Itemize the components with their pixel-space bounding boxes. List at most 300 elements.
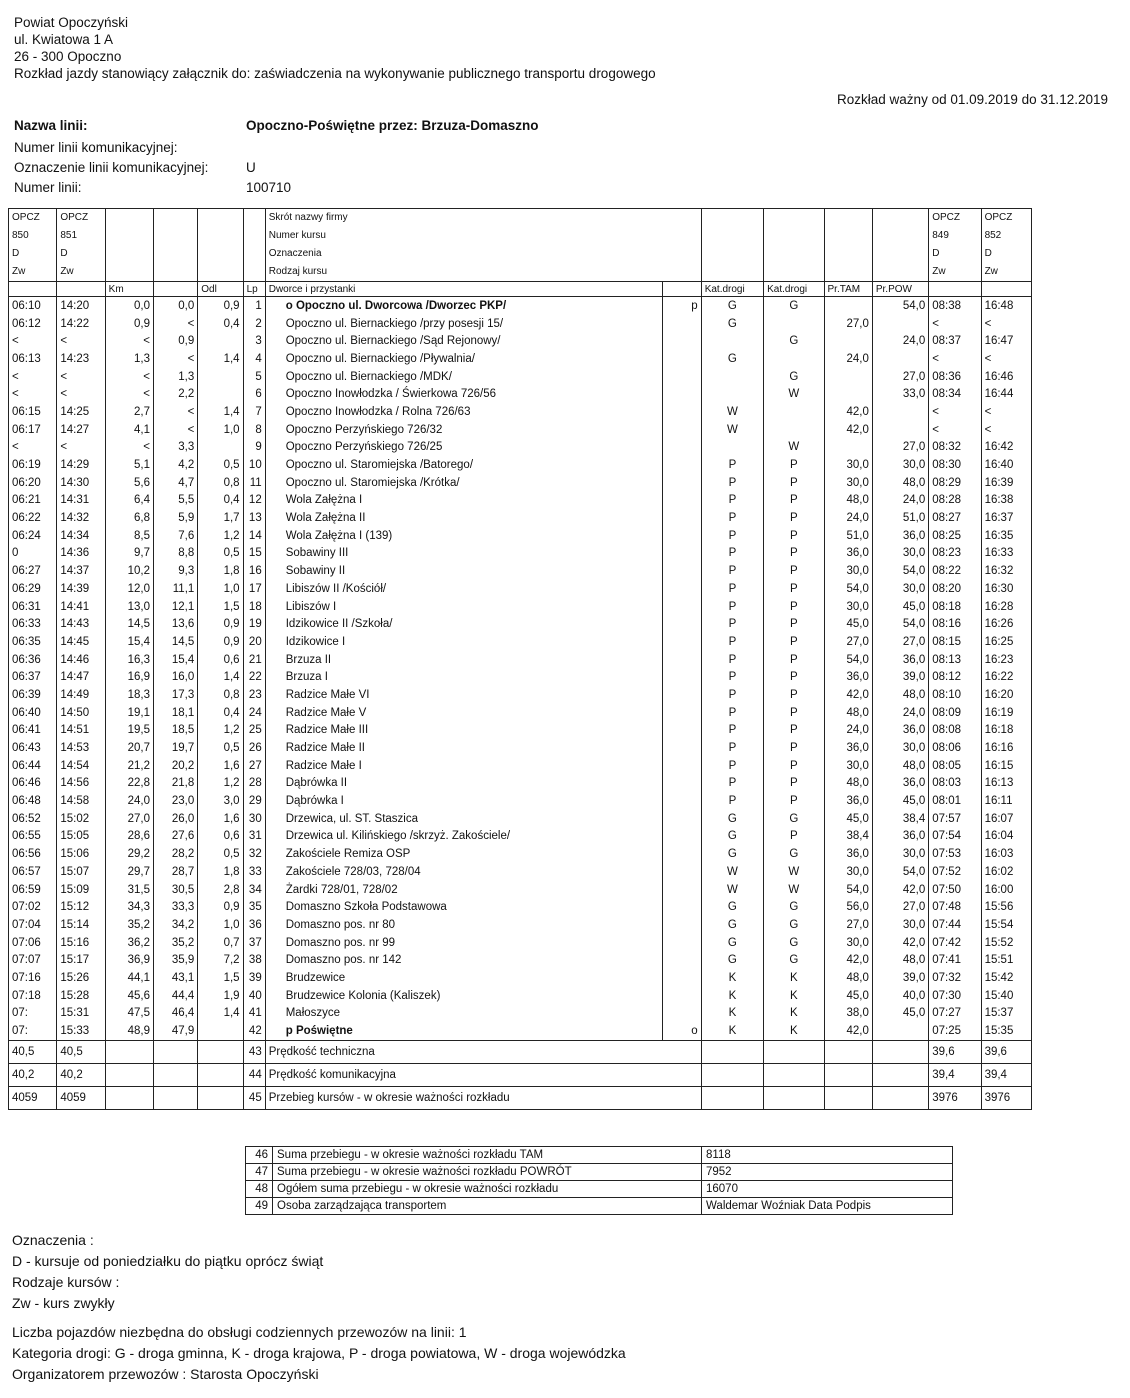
road-cat-back: P: [764, 633, 824, 651]
desc-line: Skrót nazwy firmy: [268, 212, 348, 223]
speed-there: 36,0: [824, 545, 872, 563]
dep-852: <: [981, 403, 1031, 421]
road-cat-back: K: [764, 969, 824, 987]
km-there: 15,4: [105, 633, 153, 651]
km-there: 29,7: [105, 863, 153, 881]
dep-851: 14:37: [57, 562, 105, 580]
dep-849: 08:38: [929, 297, 981, 315]
speed-there: 48,0: [824, 704, 872, 722]
totals-number: 48: [246, 1181, 273, 1198]
empty-cell: [824, 1086, 872, 1109]
dep-850: 06:37: [9, 668, 57, 686]
speed-back: [872, 315, 928, 333]
road-cat-back: G: [764, 332, 824, 350]
speed-there: [824, 368, 872, 386]
dep-849: 07:30: [929, 987, 981, 1005]
dep-849: 08:22: [929, 562, 981, 580]
speed-back: 27,0: [872, 898, 928, 916]
stop-name: Libiszów II /Kościół/: [265, 580, 663, 598]
stop-number: 16: [243, 562, 265, 580]
table-row: [9, 792, 1032, 810]
road-cat-there: G: [701, 934, 763, 952]
dep-851: 15:12: [57, 898, 105, 916]
dep-852: 16:38: [981, 492, 1031, 510]
dep-849: 07:53: [929, 845, 981, 863]
marker: [663, 810, 701, 828]
km-back: 7,6: [153, 527, 197, 545]
km-back: <: [153, 421, 197, 439]
km-there: 47,5: [105, 1005, 153, 1023]
speed-there: 36,0: [824, 845, 872, 863]
speed-there: 30,0: [824, 863, 872, 881]
road-cat-back: [764, 315, 824, 333]
stop-number: 8: [243, 421, 265, 439]
marker: [663, 845, 701, 863]
dep-851: 14:54: [57, 757, 105, 775]
km-back: 18,1: [153, 704, 197, 722]
distance: 0,4: [198, 315, 243, 333]
km-there: 19,1: [105, 704, 153, 722]
dep-850: 06:46: [9, 775, 57, 793]
stop-name: Domaszno pos. nr 142: [265, 951, 663, 969]
dep-852: 15:40: [981, 987, 1031, 1005]
table-row: [9, 987, 1032, 1005]
km-back: 16,0: [153, 668, 197, 686]
distance: 0,5: [198, 456, 243, 474]
dep-850: 06:17: [9, 421, 57, 439]
marker: [663, 898, 701, 916]
speed-there: 42,0: [824, 421, 872, 439]
road-cat-back: P: [764, 580, 824, 598]
stop-name: Opoczno ul. Biernackiego /Pływalnia/: [265, 350, 663, 368]
table-row: [9, 845, 1032, 863]
road-cat-back: P: [764, 509, 824, 527]
dep-851: 14:23: [57, 350, 105, 368]
road-cat-there: P: [701, 722, 763, 740]
distance: [198, 439, 243, 457]
totals-value: 8118: [702, 1147, 953, 1164]
road-cat-there: G: [701, 898, 763, 916]
meta-label: Numer linii:: [14, 180, 82, 195]
stop-name: Małoszyce: [265, 1005, 663, 1023]
stop-name: Opoczno Inowłodzka / Świerkowa 726/56: [265, 385, 663, 403]
mileage-totals-table: [245, 1146, 953, 1215]
distance: 1,0: [198, 916, 243, 934]
distance: 0,8: [198, 474, 243, 492]
course-header-line: D: [932, 248, 940, 259]
road-cat-there: P: [701, 792, 763, 810]
legend-line: Kategoria drogi: G - droga gminna, K - droga krajowa, P - droga powiatowa, W - droga wojewódzka: [12, 1345, 626, 1361]
caption-prpow: Pr.POW: [872, 282, 928, 297]
stop-name: Dąbrówka II: [265, 775, 663, 793]
road-cat-back: P: [764, 651, 824, 669]
marker: [663, 633, 701, 651]
speed-there: 45,0: [824, 615, 872, 633]
distance: 0,6: [198, 651, 243, 669]
dep-849: 07:54: [929, 828, 981, 846]
speed-there: 56,0: [824, 898, 872, 916]
dep-851: 15:06: [57, 845, 105, 863]
stop-number: 38: [243, 951, 265, 969]
km-there: 1,3: [105, 350, 153, 368]
road-cat-there: P: [701, 562, 763, 580]
dep-849: 07:32: [929, 969, 981, 987]
stop-name: Domaszno pos. nr 80: [265, 916, 663, 934]
dep-851: 14:29: [57, 456, 105, 474]
km-back: 4,7: [153, 474, 197, 492]
speed-back: 54,0: [872, 297, 928, 315]
dep-849: 07:25: [929, 1022, 981, 1040]
km-back: 14,5: [153, 633, 197, 651]
summary-right-1: 39,6: [929, 1040, 981, 1063]
empty-cell: [701, 1040, 763, 1063]
stop-number: 19: [243, 615, 265, 633]
road-cat-back: G: [764, 916, 824, 934]
speed-there: 54,0: [824, 651, 872, 669]
dep-849: 07:57: [929, 810, 981, 828]
dep-851: 15:26: [57, 969, 105, 987]
table-row: [9, 969, 1032, 987]
caption-prtam: Pr.TAM: [824, 282, 872, 297]
speed-back: 36,0: [872, 828, 928, 846]
table-row: [9, 951, 1032, 969]
meta-row: [14, 180, 292, 195]
dep-851: 14:45: [57, 633, 105, 651]
km-there: 31,5: [105, 881, 153, 899]
stop-name: Wola Załężna II: [265, 509, 663, 527]
table-row: [9, 598, 1032, 616]
totals-row: [246, 1147, 953, 1164]
summary-number: 44: [243, 1063, 265, 1086]
dep-850: 07:06: [9, 934, 57, 952]
distance: 1,5: [198, 598, 243, 616]
stop-name: Wola Załężna I: [265, 492, 663, 510]
legend: [12, 1230, 323, 1314]
road-cat-there: W: [701, 863, 763, 881]
legend-footer: [12, 1322, 626, 1385]
road-cat-back: P: [764, 474, 824, 492]
course-header-line: OPCZ: [984, 212, 1013, 223]
table-row: [9, 739, 1032, 757]
marker: [663, 969, 701, 987]
empty-header-cell: [764, 209, 824, 282]
desc-line: Oznaczenia: [268, 248, 322, 259]
marker: [663, 403, 701, 421]
km-back: 13,6: [153, 615, 197, 633]
course-header-line: 851: [60, 230, 78, 241]
dep-851: 14:41: [57, 598, 105, 616]
km-back: 11,1: [153, 580, 197, 598]
dep-852: 16:02: [981, 863, 1031, 881]
dep-850: 06:24: [9, 527, 57, 545]
marker: [663, 474, 701, 492]
dep-851: <: [57, 385, 105, 403]
marker: [663, 545, 701, 563]
table-row: [9, 934, 1032, 952]
distance: 1,9: [198, 987, 243, 1005]
road-cat-back: P: [764, 545, 824, 563]
stop-number: 27: [243, 757, 265, 775]
stop-number: 28: [243, 775, 265, 793]
stop-number: 12: [243, 492, 265, 510]
empty-header-cell: [872, 209, 928, 282]
dep-849: 07:27: [929, 1005, 981, 1023]
dep-852: 16:42: [981, 439, 1031, 457]
marker: [663, 492, 701, 510]
road-cat-back: [764, 403, 824, 421]
speed-back: 36,0: [872, 651, 928, 669]
meta-label: Numer linii komunikacyjnej:: [14, 140, 178, 155]
dep-849: 08:03: [929, 775, 981, 793]
dep-849: <: [929, 350, 981, 368]
road-cat-there: P: [701, 492, 763, 510]
dep-852: 15:51: [981, 951, 1031, 969]
road-cat-back: [764, 350, 824, 368]
km-there: 16,9: [105, 668, 153, 686]
distance: 3,0: [198, 792, 243, 810]
stop-number: 6: [243, 385, 265, 403]
dep-852: 16:16: [981, 739, 1031, 757]
validity-period: Rozkład ważny od 01.09.2019 do 31.12.2019: [837, 92, 1108, 107]
meta-value: 100710: [246, 180, 292, 195]
stop-number: 21: [243, 651, 265, 669]
stop-name: o Opoczno ul. Dworcowa /Dworzec PKP/: [265, 297, 663, 315]
marker: [663, 332, 701, 350]
course-header-left: [9, 209, 57, 282]
marker: p: [663, 297, 701, 315]
road-cat-there: P: [701, 615, 763, 633]
stop-number: 39: [243, 969, 265, 987]
km-back: 17,3: [153, 686, 197, 704]
stop-name: Brzuza I: [265, 668, 663, 686]
empty-header-cell: [243, 209, 265, 282]
dep-851: 14:22: [57, 315, 105, 333]
dep-852: 16:20: [981, 686, 1031, 704]
km-back: <: [153, 350, 197, 368]
stop-number: 13: [243, 509, 265, 527]
road-cat-there: G: [701, 810, 763, 828]
road-cat-there: G: [701, 315, 763, 333]
dep-849: 08:09: [929, 704, 981, 722]
dep-852: 16:13: [981, 775, 1031, 793]
km-back: 0,0: [153, 297, 197, 315]
road-cat-back: G: [764, 934, 824, 952]
km-there: <: [105, 368, 153, 386]
issuer-header: [14, 14, 656, 82]
speed-there: 30,0: [824, 934, 872, 952]
stop-name: Opoczno ul. Biernackiego /przy posesji 15/: [265, 315, 663, 333]
marker: [663, 739, 701, 757]
dep-851: 15:28: [57, 987, 105, 1005]
empty-cell: [153, 1040, 197, 1063]
road-cat-back: W: [764, 881, 824, 899]
marker: [663, 881, 701, 899]
marker: [663, 916, 701, 934]
road-cat-back: W: [764, 863, 824, 881]
speed-back: 30,0: [872, 916, 928, 934]
table-row: [9, 332, 1032, 350]
km-there: 21,2: [105, 757, 153, 775]
dep-852: 15:52: [981, 934, 1031, 952]
stop-number: 2: [243, 315, 265, 333]
course-header-line: Zw: [60, 266, 74, 277]
table-row: [9, 651, 1032, 669]
dep-849: 07:42: [929, 934, 981, 952]
km-back: 20,2: [153, 757, 197, 775]
dep-852: 16:37: [981, 509, 1031, 527]
dep-849: 08:37: [929, 332, 981, 350]
caption-odl: Odl: [198, 282, 243, 297]
dep-849: 08:23: [929, 545, 981, 563]
stop-number: 41: [243, 1005, 265, 1023]
header-line: Rozkład jazdy stanowiący załącznik do: zaświadczenia na wykonywanie publicznego transportu drogowego: [14, 66, 656, 81]
road-cat-back: P: [764, 668, 824, 686]
dep-850: 06:36: [9, 651, 57, 669]
totals-row: [246, 1198, 953, 1215]
empty-header-cell: [105, 209, 153, 282]
caption-kat1: Kat.drogi: [701, 282, 763, 297]
dep-850: 07:: [9, 1022, 57, 1040]
distance: 0,5: [198, 845, 243, 863]
speed-back: [872, 403, 928, 421]
dep-849: 08:30: [929, 456, 981, 474]
stop-name: Domaszno pos. nr 99: [265, 934, 663, 952]
speed-back: 48,0: [872, 474, 928, 492]
table-row: [9, 775, 1032, 793]
empty-cell: [824, 1063, 872, 1086]
road-cat-there: P: [701, 580, 763, 598]
km-there: 36,9: [105, 951, 153, 969]
stop-number: 22: [243, 668, 265, 686]
km-there: 29,2: [105, 845, 153, 863]
marker: [663, 1005, 701, 1023]
dep-849: 08:18: [929, 598, 981, 616]
distance: 1,0: [198, 580, 243, 598]
dep-850: 07:: [9, 1005, 57, 1023]
speed-there: 48,0: [824, 775, 872, 793]
km-there: 6,8: [105, 509, 153, 527]
totals-value: 7952: [702, 1164, 953, 1181]
table-row: [9, 881, 1032, 899]
km-there: 20,7: [105, 739, 153, 757]
caption-kat2: Kat.drogi: [764, 282, 824, 297]
dep-852: 16:15: [981, 757, 1031, 775]
dep-851: 15:05: [57, 828, 105, 846]
summary-row: [9, 1086, 1032, 1109]
dep-850: <: [9, 385, 57, 403]
km-back: 2,2: [153, 385, 197, 403]
dep-850: 07:16: [9, 969, 57, 987]
km-back: 35,9: [153, 951, 197, 969]
road-cat-back: G: [764, 368, 824, 386]
speed-back: 38,4: [872, 810, 928, 828]
speed-back: [872, 421, 928, 439]
column-caption-row: [9, 282, 1032, 297]
stop-name: Opoczno Perzyńskiego 726/25: [265, 439, 663, 457]
distance: [198, 385, 243, 403]
road-cat-there: G: [701, 828, 763, 846]
summary-right-2: 3976: [981, 1086, 1031, 1109]
distance: 1,0: [198, 421, 243, 439]
dep-852: 16:46: [981, 368, 1031, 386]
km-there: 6,4: [105, 492, 153, 510]
dep-849: 08:12: [929, 668, 981, 686]
dep-852: 16:33: [981, 545, 1031, 563]
dep-851: 15:14: [57, 916, 105, 934]
stop-number: 11: [243, 474, 265, 492]
road-cat-back: G: [764, 845, 824, 863]
road-cat-there: K: [701, 969, 763, 987]
road-cat-back: W: [764, 385, 824, 403]
km-there: 36,2: [105, 934, 153, 952]
table-row: [9, 916, 1032, 934]
meta-label: Nazwa linii:: [14, 118, 88, 133]
marker: [663, 775, 701, 793]
course-header-line: 850: [12, 230, 29, 241]
empty-cell: [153, 1063, 197, 1086]
dep-850: 06:41: [9, 722, 57, 740]
km-there: <: [105, 439, 153, 457]
distance: 0,5: [198, 545, 243, 563]
dep-849: 08:34: [929, 385, 981, 403]
road-cat-there: [701, 439, 763, 457]
dep-851: 14:36: [57, 545, 105, 563]
table-row: [9, 757, 1032, 775]
stop-name: Sobawiny III: [265, 545, 663, 563]
dep-849: 07:50: [929, 881, 981, 899]
dep-852: 15:37: [981, 1005, 1031, 1023]
stop-name: Brudzewice: [265, 969, 663, 987]
table-row: [9, 527, 1032, 545]
stop-number: 20: [243, 633, 265, 651]
stop-number: 24: [243, 704, 265, 722]
stop-number: 42: [243, 1022, 265, 1040]
course-header-line: OPCZ: [60, 212, 89, 223]
course-header-line: Zw: [12, 266, 26, 277]
km-there: 24,0: [105, 792, 153, 810]
dep-851: 14:50: [57, 704, 105, 722]
speed-there: 24,0: [824, 509, 872, 527]
header-line: 26 - 300 Opoczno: [14, 49, 122, 64]
totals-number: 47: [246, 1164, 273, 1181]
dep-852: <: [981, 350, 1031, 368]
table-row: [9, 668, 1032, 686]
marker: [663, 509, 701, 527]
km-there: 4,1: [105, 421, 153, 439]
speed-there: 30,0: [824, 757, 872, 775]
marker: [663, 828, 701, 846]
distance: 1,4: [198, 403, 243, 421]
speed-there: 38,4: [824, 828, 872, 846]
dep-852: <: [981, 421, 1031, 439]
marker: [663, 863, 701, 881]
speed-there: 48,0: [824, 969, 872, 987]
distance: 1,4: [198, 668, 243, 686]
km-back: 47,9: [153, 1022, 197, 1040]
dep-849: 08:08: [929, 722, 981, 740]
stop-name: Opoczno ul. Staromiejska /Batorego/: [265, 456, 663, 474]
dep-852: 15:54: [981, 916, 1031, 934]
marker: [663, 704, 701, 722]
speed-back: 27,0: [872, 633, 928, 651]
dep-850: 06:31: [9, 598, 57, 616]
stop-number: 26: [243, 739, 265, 757]
speed-back: 36,0: [872, 527, 928, 545]
km-there: 2,7: [105, 403, 153, 421]
speed-back: 27,0: [872, 439, 928, 457]
dep-849: 08:05: [929, 757, 981, 775]
empty-cell: [105, 1086, 153, 1109]
